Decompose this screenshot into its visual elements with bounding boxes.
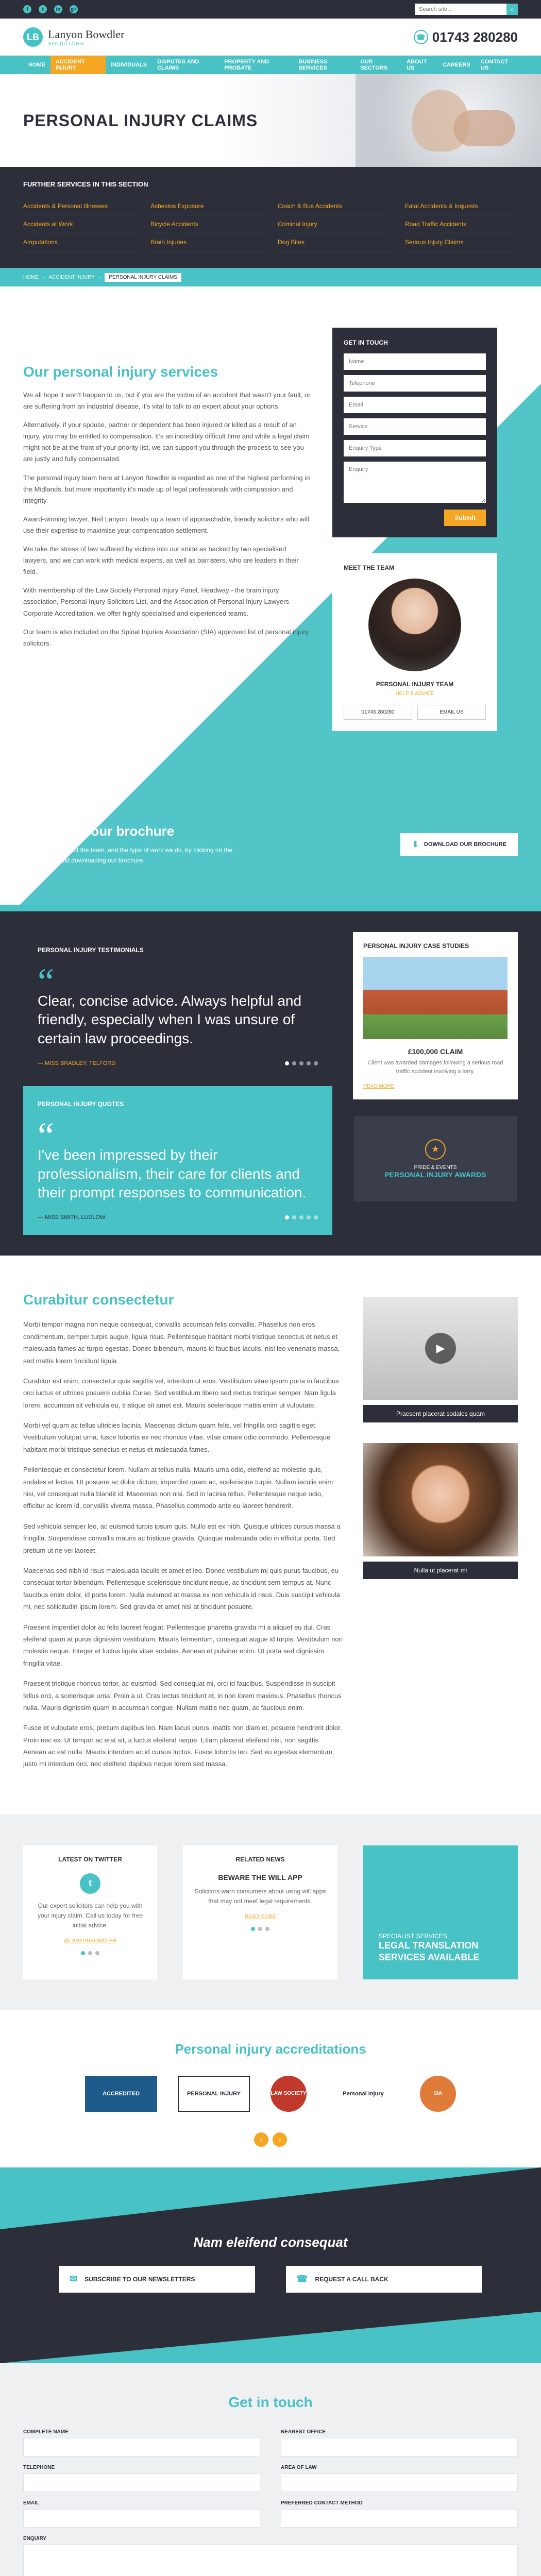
- service-link[interactable]: Accidents & Personal Illnesses: [23, 197, 136, 215]
- twitter-panel: [23, 1845, 157, 1979]
- case-study-card: [353, 932, 518, 1099]
- quote-icon: “: [38, 961, 54, 1002]
- callback-label: REQUEST A CALL BACK: [315, 2275, 388, 2283]
- cta-heading: Nam eleifend consequat: [193, 2234, 348, 2250]
- intro-paragraph: Our team is also included on the Spinal Injuries Association (SIA) approved list of personal injury solicitors.: [23, 628, 309, 647]
- search-input[interactable]: [415, 4, 506, 15]
- video-thumbnail[interactable]: [363, 1297, 518, 1400]
- download-brochure-button[interactable]: [400, 833, 518, 856]
- nav-disputes[interactable]: DISPUTES AND CLAIMS: [157, 59, 199, 71]
- article-paragraph: Praesent tristique rhoncus tortor, ac euismod. Sed consequat mi, orci id faucibus. Suspendisse in suscipit tellus orci, a scelerisque urna. Proin a ut. Cras lectus tincidunt et, in non lorem maximus. Phasellus rhoncus nulla. Mauris dignissim quam in accumsan congue. Nullam mattis nec quam, ac faucibus enim.: [23, 1680, 342, 1711]
- testimonial-author: — MISS BRADLEY, TELFORD: [38, 1060, 116, 1067]
- accreditation-logo: SIA: [420, 2076, 456, 2112]
- testimonial-quote: Clear, concise advice. Always helpful and friendly, especially when I was unsure of certain law proceedings.: [38, 993, 302, 1046]
- email-field[interactable]: [344, 397, 486, 413]
- main-nav: [0, 56, 541, 74]
- facebook-icon[interactable]: f: [23, 5, 31, 13]
- accreditation-logo: PERSONAL INJURY: [178, 2076, 250, 2112]
- service-link[interactable]: Fatal Accidents & Inquests: [405, 197, 518, 215]
- article-paragraph: Morbi vel quam ac tellus ultricies lacinia. Maecenas dictum quam felis, vel fringilla orci sagittis eget. Vestibulum volutpat urna, fusce lobortis ex nec rhoncus vitae, vitae ornare odio commodo. Pellentesque habitant morbi tristique senectus et netus et malesuada fames.: [23, 1421, 331, 1453]
- case-read-more[interactable]: READ MORE: [363, 1083, 395, 1089]
- contact-section: [0, 2363, 541, 2576]
- breadcrumb-home[interactable]: HOME: [23, 274, 39, 280]
- sidebar: [332, 328, 497, 747]
- nav-accident-injury[interactable]: ACCIDENT INJURY: [50, 56, 106, 74]
- field-label: TELEPHONE: [23, 2464, 55, 2470]
- linkedin-icon[interactable]: in: [54, 5, 62, 13]
- get-in-touch-card: [332, 328, 497, 537]
- testimonials-section: [0, 911, 541, 1256]
- field-label: NEAREST OFFICE: [281, 2429, 326, 2435]
- article-paragraph: Praesent imperdiet dolor ac felis laoreet feugiat. Pellentesque pharetra gravida mi a aliquet eu dui. Cras eleifend quam at purus dignissim vestibulum. Mauris fermentum, consequat augue id turpis. Vestibulum non molestie neque. Integer et luctus ligula vitae sodales. Aenean et pulvinar enim. Ut porta sed dignissim fringilla vitae.: [23, 1623, 343, 1667]
- service-link[interactable]: Coach & Bus Accidents: [278, 197, 391, 215]
- brochure-text: Find out more about the team, and the type of work we do, by clicking on the link opposite and downloading our brochure.: [23, 846, 233, 864]
- service-link[interactable]: Serious Injury Claims: [405, 233, 518, 251]
- field-label: AREA OF LAW: [281, 2464, 317, 2470]
- phone-icon: ☎: [296, 2274, 308, 2284]
- name-field[interactable]: [344, 353, 486, 370]
- accreditation-logo: ACCREDITED: [85, 2076, 157, 2112]
- nav-about[interactable]: ABOUT US: [407, 59, 427, 71]
- team-name: PERSONAL INJURY TEAM: [376, 681, 454, 688]
- award-line2: PERSONAL INJURY AWARDS: [384, 1170, 486, 1179]
- team-call-button[interactable]: 01743 280280: [344, 705, 412, 720]
- chevron-right-icon[interactable]: ›: [273, 2132, 287, 2147]
- download-icon: ⬇: [412, 840, 419, 849]
- complete-name-input[interactable]: [23, 2438, 260, 2456]
- news-title[interactable]: BEWARE THE WILL APP: [218, 1873, 302, 1882]
- quotes-box: [23, 1086, 332, 1235]
- promo-line2: LEGAL TRANSLATION SERVICES AVAILABLE: [379, 1940, 480, 1963]
- field-label: PREFERRED CONTACT METHOD: [281, 2500, 363, 2506]
- article-paragraph: Curabitur est enim, consectetur quis sagittis vel, interdum ut eros. Vestibulum vitae ipsum porta in faucibus orci luctus et ultrices posuere cubilia Curae. Sed vestibulum libero sed metus tristique semper. Nam ligula lorem, accumsan sit vehicula eu, tristique sit amet est. Mauris scelerisque mattis enim ut vulputate.: [23, 1377, 339, 1409]
- nav-individuals[interactable]: INDIVIDUALS: [110, 62, 147, 68]
- carousel-dot[interactable]: [285, 1215, 289, 1219]
- intro-heading: Our personal injury services: [23, 364, 218, 380]
- twitter-icon[interactable]: t: [80, 1873, 100, 1894]
- testimonial-box: [23, 932, 332, 1081]
- field-label: ENQUIRY: [23, 2535, 47, 2541]
- article-section: [0, 1256, 541, 1815]
- chevron-left-icon[interactable]: ‹: [254, 2132, 268, 2147]
- video-caption: Praesent placerat sodales quam: [363, 1405, 518, 1422]
- phone-icon: ☎: [414, 30, 428, 44]
- logo-name: Lanyon Bowdler: [48, 27, 125, 41]
- telephone-field[interactable]: [344, 375, 486, 392]
- accreditation-logos: [23, 2076, 518, 2112]
- meet-the-team-card: [332, 553, 497, 731]
- team-email-button[interactable]: EMAIL US: [417, 705, 486, 720]
- cta-band: [0, 2167, 541, 2363]
- field-label: EMAIL: [23, 2500, 40, 2506]
- article-paragraph: Fusce et vulputate eros, pretium dapibus leo. Nam lacus purus, mattis non diam et, posuere hendrerit dolor. Proin nec ex. Ut tempor ac erat sit, a luctus eleifend neque. Etiam placerat eleifend nisi, non sagittis. Aenean ac est nulla. Mauris interdum ac id cursus luctus. Fusce lobortis leo. Sed eu egestas elementum, justo mi interdum orci, nec eleifend dapibus neque lorem sed massa.: [23, 1724, 342, 1768]
- trophy-icon: ★: [425, 1139, 446, 1160]
- case-image: [363, 957, 508, 1039]
- quotes-quote: I've been impressed by their professionalism, their care for clients and their prompt responses to communication.: [38, 1147, 307, 1200]
- carousel-dot[interactable]: [292, 1215, 296, 1219]
- carousel-dots: [33, 1951, 147, 1955]
- brochure-heading: Download our brochure: [23, 823, 175, 839]
- nav-contact[interactable]: CONTACT US: [481, 59, 508, 71]
- contact-heading: Get in touch: [228, 2394, 313, 2410]
- team-heading: MEET THE TEAM: [344, 564, 394, 571]
- news-read-more[interactable]: READ MORE: [244, 1914, 276, 1920]
- twitter-icon[interactable]: t: [39, 5, 47, 13]
- get-in-touch-heading: GET IN TOUCH: [344, 339, 388, 346]
- social-links: [23, 5, 78, 13]
- hero-banner: [0, 74, 541, 167]
- header-phone[interactable]: [414, 29, 518, 45]
- carousel-dots: [285, 1061, 318, 1065]
- service-link[interactable]: Accidents at Work: [23, 215, 136, 233]
- team-photo: [368, 579, 461, 671]
- team-role: HELP & ADVICE: [395, 691, 434, 697]
- promo-line1: SPECIALIST SERVICES: [379, 1933, 447, 1940]
- award-badge: [353, 1115, 518, 1202]
- logo-tagline: SOLICITORS: [48, 41, 84, 47]
- nearest-office-select[interactable]: [281, 2438, 518, 2456]
- nav-business[interactable]: BUSINESS SERVICES: [298, 59, 328, 71]
- quote-icon: “: [38, 1115, 54, 1157]
- carousel-dot[interactable]: [251, 1927, 255, 1931]
- twitter-heading: LATEST ON TWITTER: [58, 1855, 122, 1863]
- intro-paragraph: Alternatively, if your spouse, partner or dependent has been injured or killed as a result of an injury, you may be entitled to compensation. It's an incredibly difficult time and while a legal claim might not be at the front of your priority list, we can support you through the process to see you are justly and fully compensated.: [23, 421, 310, 463]
- subscribe-newsletter-button[interactable]: [59, 2266, 255, 2293]
- service-link[interactable]: Dog Bites: [278, 233, 391, 251]
- request-callback-button[interactable]: [286, 2266, 482, 2293]
- carousel-dot[interactable]: [314, 1061, 318, 1065]
- page-title: PERSONAL INJURY CLAIMS: [23, 111, 258, 130]
- accreditation-logo: LAW SOCIETY: [270, 2076, 307, 2112]
- nav-sectors[interactable]: OUR SECTORS: [360, 59, 388, 71]
- intro-paragraph: The personal injury team here at Lanyon Bowdler is regarded as one of the highest performing in the Midlands, but more importantly it's made up of legal professionals with compassion and integrity.: [23, 473, 310, 504]
- intro-text: [23, 328, 312, 747]
- enquiry-textarea[interactable]: [23, 2545, 518, 2576]
- service-link[interactable]: Criminal Injury: [278, 215, 391, 233]
- brochure-section: [0, 777, 541, 911]
- twitter-handle[interactable]: @LANYONBOWDLER: [64, 1938, 116, 1944]
- header-phone-number: 01743 280280: [432, 29, 518, 45]
- top-bar: [0, 0, 541, 19]
- touch-submit-button[interactable]: Submit: [444, 510, 486, 526]
- carousel-arrows: [23, 2132, 518, 2147]
- quotes-heading: PERSONAL INJURY QUOTES: [38, 1100, 124, 1108]
- carousel-dot[interactable]: [292, 1061, 296, 1065]
- search-icon[interactable]: ⌕: [506, 4, 518, 15]
- image-caption: Nulla ut placerat mi: [363, 1562, 518, 1579]
- service-link[interactable]: Bicycle Accidents: [150, 215, 263, 233]
- news-heading: RELATED NEWS: [235, 1855, 285, 1863]
- breadcrumb-section[interactable]: ACCIDENT INJURY: [48, 274, 95, 280]
- accreditations-section: [0, 2010, 541, 2167]
- testimonial-heading: PERSONAL INJURY TESTIMONIALS: [38, 946, 144, 954]
- article-paragraph: Morbi tempor magna non neque consequat, convallis accumsan felis convallis. Phasellus non eros condimentum, semper turpis augue, ligula risus. Pellentesque habitant morbi tristique senectus et netus et malesuada fames ac turpis egestas. Donec bibendum, mauris id faucibus iaculis, nisl leo venenatis massa, sed mattis lorem tincidunt ligula.: [23, 1320, 340, 1365]
- enquiry-type-select[interactable]: [344, 440, 486, 456]
- team-actions: [344, 705, 486, 720]
- mail-icon: ✉: [70, 2274, 78, 2284]
- further-services: [0, 167, 541, 268]
- services-heading: FURTHER SERVICES IN THIS SECTION: [23, 180, 148, 188]
- services-grid: [23, 197, 518, 251]
- service-link[interactable]: Road Traffic Accidents: [405, 215, 518, 233]
- logo[interactable]: [23, 27, 124, 47]
- article-paragraph: Maecenas sed nibh id risus malesuada iaculis et amet et leo. Donec vestibulum mi quis purus faucibus, eu consequat tortor bibendum. Pellentesque scelerisque tincidunt neque, ac tincidunt sem tempus at. Nunc faucibus enim dolor, id porta lorem. Nulla euismod at massa ex non vehicula id risus. Duis suscipit vehicula mi, nec sollicitudin ipsum lorem. Sed gravida et amet nisi at tincidunt posuere.: [23, 1566, 340, 1611]
- telephone-input[interactable]: [23, 2473, 260, 2492]
- accreditations-heading: Personal injury accreditations: [175, 2041, 366, 2057]
- googleplus-icon[interactable]: g+: [70, 5, 78, 13]
- case-title: £100,000 CLAIM: [408, 1047, 463, 1056]
- enquiry-field[interactable]: [344, 462, 486, 503]
- carousel-dot[interactable]: [299, 1215, 303, 1219]
- service-link[interactable]: Amputations: [23, 233, 136, 251]
- contact-method-select[interactable]: [281, 2509, 518, 2528]
- carousel-dot[interactable]: [95, 1951, 99, 1955]
- breadcrumb: HOME › ACCIDENT INJURY › PERSONAL INJURY CLAIMS: [0, 268, 541, 286]
- article-heading: Curabitur consectetur: [23, 1292, 174, 1308]
- accreditation-logo: Personal Injury: [343, 2090, 384, 2097]
- case-text: Client was awarded damages following a serious road traffic accident involving a lorry.: [367, 1060, 503, 1075]
- article-paragraph: Sed vehicula semper leo, ac euismod turpis ipsum quis. Nullo est ex nibh. Quisque ultrices cursus massa a fringilla. Suspendisse convallis mauris ac tristique gravida. Quisque malesuada odio in efficitur porta. Sed pretium ut ne vel laoreet.: [23, 1522, 341, 1554]
- service-select[interactable]: [344, 418, 486, 435]
- service-link[interactable]: Asbestos Exposure: [150, 197, 263, 215]
- search-box: [415, 4, 518, 15]
- award-line1: PRIDE & EVENTS: [414, 1164, 457, 1171]
- carousel-dot[interactable]: [88, 1951, 92, 1955]
- quotes-author: — MISS SMITH, LUDLOW: [38, 1214, 106, 1221]
- download-brochure-label: DOWNLOAD OUR BROCHURE: [424, 841, 506, 848]
- carousel-dot[interactable]: [285, 1061, 289, 1065]
- carousel-dot[interactable]: [299, 1061, 303, 1065]
- field-label: COMPLETE NAME: [23, 2429, 69, 2435]
- intro-paragraph: With membership of the Law Society Personal Injury Panel, Headway - the brain injury association, Personal Injury Solicitors List, and the Association of Personal Injury Lawyers Corporate Accreditation, we offer highly specialised and experienced teams.: [23, 586, 289, 617]
- carousel-dot[interactable]: [265, 1927, 269, 1931]
- carousel-dot[interactable]: [307, 1061, 311, 1065]
- carousel-dots: [285, 1215, 318, 1219]
- news-panel: [183, 1845, 337, 1979]
- intro-paragraph: Award-winning lawyer, Neil Lanyon, heads up a team of approachable, friendly solicitors who will use their expertise to maximise your compensation settlement.: [23, 515, 309, 534]
- area-of-law-select[interactable]: [281, 2473, 518, 2492]
- nav-property[interactable]: PROPERTY AND PROBATE: [224, 59, 269, 71]
- logo-mark: LB: [23, 27, 43, 47]
- tweet-text: Our expert solicitors can help you with your injury claim. Call us today for free initial advice.: [37, 1902, 143, 1929]
- intro-paragraph: We all hope it won't happen to us, but if you are the victim of an accident that wasn't your fault, or are suffering from an industrial disease, it's vital to talk to an expert about your options.: [23, 391, 311, 411]
- case-heading: PERSONAL INJURY CASE STUDIES: [363, 942, 469, 950]
- article-paragraph: Pellentesque et consectetur lorem. Nullam at tellus nulla. Mauris urna odio, eleifend ac molestie quis, sodales et lectus. Ut posuere ac dolor dictum, imperdiet quam ac, scelerisque turpis. Nullam iaculis enim nisi, vel consequat nulla blandit id. Maecenas non nisi. Sed in lacinia tellus. Pellentesque neque odio, efficitur ac lorem id, convallis viverra massa. Phasellus commodo ante eu laoreet hendrerit.: [23, 1466, 333, 1510]
- carousel-dot[interactable]: [314, 1215, 318, 1219]
- carousel-dot[interactable]: [258, 1927, 262, 1931]
- play-icon[interactable]: ▶: [425, 1333, 456, 1364]
- email-input[interactable]: [23, 2509, 260, 2528]
- news-text: Solicitors warn consumers about using will apps that may not meet legal requirements.: [194, 1887, 326, 1905]
- social-news-section: [0, 1815, 541, 2010]
- article-image: [363, 1443, 518, 1556]
- carousel-dots: [193, 1927, 327, 1931]
- header: [0, 19, 541, 56]
- subscribe-label: SUBSCRIBE TO OUR NEWSLETTERS: [84, 2275, 195, 2283]
- carousel-dot[interactable]: [81, 1951, 85, 1955]
- intro-section: [0, 286, 541, 777]
- service-link[interactable]: Brain Injuries: [150, 233, 263, 251]
- nav-home[interactable]: HOME: [28, 62, 45, 68]
- nav-careers[interactable]: CAREERS: [443, 62, 470, 68]
- carousel-dot[interactable]: [307, 1215, 311, 1219]
- translation-services-promo[interactable]: [363, 1845, 518, 1979]
- breadcrumb-current: PERSONAL INJURY CLAIMS: [105, 273, 181, 282]
- intro-paragraph: We take the stress of law suffered by victims into our stride as backed by two specialised lawyers, and we can work with medical experts, as well as barristers, who are leaders in their field.: [23, 545, 299, 576]
